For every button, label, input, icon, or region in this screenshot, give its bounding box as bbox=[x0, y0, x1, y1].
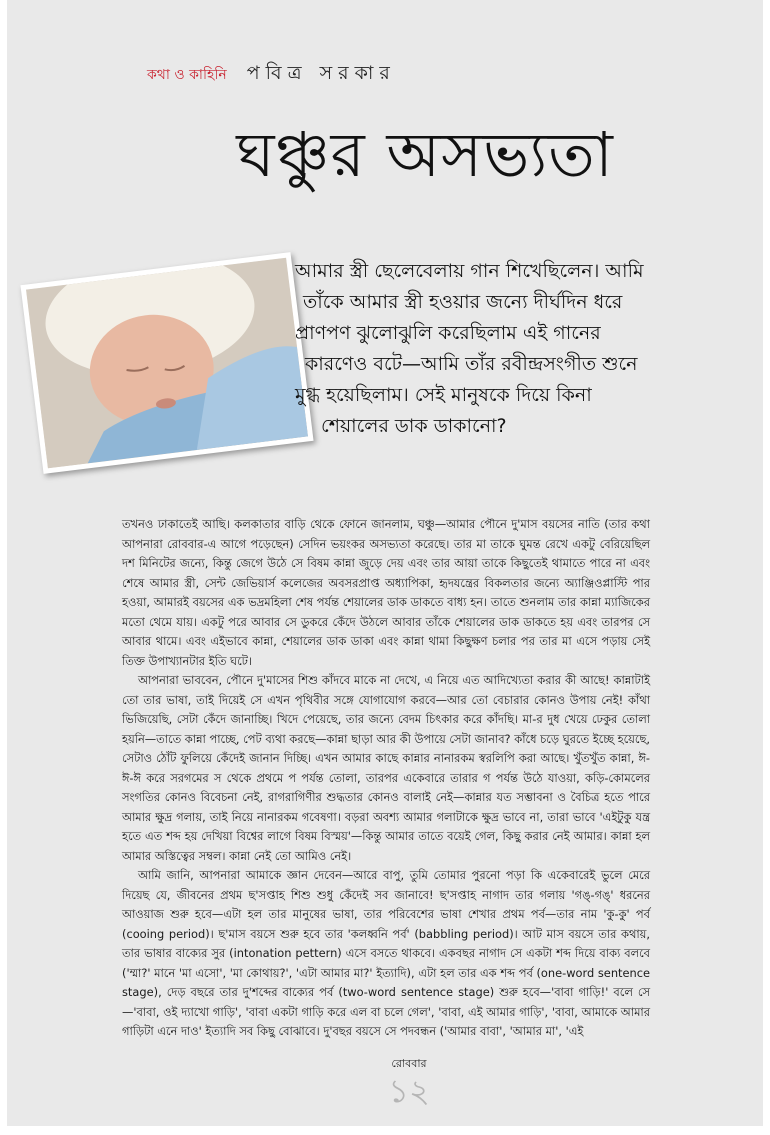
pull-quote bbox=[295, 256, 705, 442]
body-paragraph: আপনারা ভাববেন, পৌনে দু'মাসের শিশু কাঁদবে মাকে না দেখে, এ নিয়ে এত আদিখ্যেতা করার কী আছে! কান্নাটাই তো তার ভাষা, তাই দিয়েই সে এখন পৃথিবীর সঙ্গে যোগাযোগ করবে—আর তো বেচারার কোনও উপায় নেই! কাঁথা ভিজিয়েছি, সেটা কেঁদে জানাচ্ছি। খিদে পেয়েছে, তার জন্যে বেদম চিৎকার করে কাঁদছি। মা-র দুধ খেয়ে ঢেকুর তোলা হয়নি—তাতে কান্না পাচ্ছে, পেট ব্যথা করছে—কান্না ছাড়া আর কী উপায়ে সেটা জানাব? কাঁধে চড়ে ঘুরতে ইচ্ছে হয়েছে, সেটাও ঠোঁট ফুলিয়ে কেঁদেই জানান দিচ্ছি। এখন আমার কাছে কান্নার নানারকম স্বরলিপি করা আছে। খুঁতখুঁত কান্না, ঈ-ঈ-ঈ করে সরগমের স থেকে প্রথমে প পর্যন্ত তোলা, তারপর একেবারে তারার গ পর্যন্ত উঠে যাওয়া, কড়ি-কোমলের সংগতির কোনও বিবেচনা নেই, রাগরাগিণীর শুদ্ধতার কোনও বালাই নেই—কান্নার যত সম্ভাবনা ও বৈচিত্র হতে পারে আমার ক্ষুদ্র গলায়, তাই নিয়ে নানারকম গবেষণা। বড়রা অবশ্য আমার গলাটাকে ক্ষুদ্র ভাবে না, তারা ভাবে 'এইটুকু যন্ত্র হতে এত শব্দ হয় দেখিয়া বিশ্বের লাগে বিষম বিস্ময়'—কিন্তু আমার তাতে বয়েই গেল, কিছু করার নেই আমার। কান্না হল আমার অস্তিত্বের সম্বল। কান্না নেই তো আমিও নেই। bbox=[122, 673, 650, 863]
pull-quote-line: মুগ্ধ হয়েছিলাম। সেই মানুষকে দিয়ে কিনা bbox=[295, 384, 592, 406]
baby-photo bbox=[20, 252, 313, 474]
pull-quote-line: তাঁকে আমার স্ত্রী হওয়ার জন্যে দীর্ঘদিন ধরে bbox=[303, 291, 623, 313]
section-label: কথা ও কাহিনি bbox=[147, 67, 227, 83]
article-body bbox=[122, 515, 650, 1042]
page-number: ১২ bbox=[388, 1072, 430, 1110]
baby-photo-image bbox=[26, 258, 308, 469]
pull-quote-line: কারণেও বটে—আমি তাঁর রবীন্দ্রসংগীত শুনে bbox=[305, 353, 638, 375]
pull-quote-line: প্রাণপণ ঝুলোঝুলি করেছিলাম এই গানের bbox=[295, 322, 601, 344]
article-title: ঘঞ্চুর অসভ্যতা bbox=[236, 118, 614, 191]
pull-quote-line: শেয়ালের ডাক ডাকানো? bbox=[321, 415, 507, 437]
body-paragraph: তখনও ঢাকাতেই আছি। কলকাতার বাড়ি থেকে ফোনে জানলাম, ঘঞ্চু—আমার পৌনে দু'মাস বয়সের নাতি (তার কথা আপনারা রোববার-এ আগে পড়েছেন) সেদিন ভয়ংকর অসভ্যতা করেছে। তার মা তাকে ঘুমন্ত রেখে একটু বেরিয়েছিল দশ মিনিটের জন্যে, কিন্তু জেগে উঠে সে বিষম কান্না জুড়ে দেয় এবং তার আয়া তাকে কিছুতেই থামাতে পারে না এবং শেষে আমার স্ত্রী, সেন্ট জেভিয়ার্স কলেজের অবসরপ্রাপ্ত অধ্যাপিকা, হৃদযন্ত্রের বিকলতার জন্যে অ্যাঞ্জিওপ্লাস্টি পার হওয়া, আমারই বয়সের এক ভদ্রমহিলা শেষ পর্যন্ত শেয়ালের ডাক ডাকতে বাধ্য হন। তাতে শুনলাম তার কান্না ম্যাজিকের মতো থেমে যায়। একটু পরে আবার সে ডুকরে কেঁদে উঠলে আবার তাঁকে শেয়ালের ডাক ডাকতে হয় এবং তারপর সে আবার থামে। এবং এইভাবে কান্না, শেয়ালের ডাক ডাকা এবং কান্না থামা কিছুক্ষণ চলার পর তার মা এসে পড়ায় সেই তিক্ত উপাখ্যানটার ইতি ঘটে। bbox=[122, 517, 650, 668]
magazine-name: রোববার bbox=[391, 1057, 427, 1070]
magazine-page bbox=[7, 0, 763, 1126]
author-name: পবিত্র সরকার bbox=[246, 62, 396, 84]
page-footer bbox=[369, 1055, 449, 1108]
pull-quote-line: আমার স্ত্রী ছেলেবেলায় গান শিখেছিলেন। আমি bbox=[295, 260, 644, 282]
header-kicker bbox=[147, 59, 396, 91]
body-paragraph: আমি জানি, আপনারা আমাকে জ্ঞান দেবেন—আরে বাপু, তুমি তোমার পুরনো পড়া কি একেবারেই ভুলে মেরে দিয়েছ যে, জীবনের প্রথম ছ'সপ্তাহ শিশু শুধু কেঁদেই সব জানাবে! ছ'সপ্তাহ নাগাদ তার গলায় 'গঙ্-গঙ্' ধরনের আওয়াজ শুরু হবে—এটা হল তার মানুষের ভাষা, তার পরিবেশের ভাষা শেখার প্রথম পর্ব—তার নাম 'কু-কু' পর্ব (cooing period)। ছ'মাস বয়সে শুরু হবে তার 'কলধ্বনি পর্ব' (babbling period)। আট মাস বয়সে তার কথায়, তার ভাষার বাক্যের সুর (intonation pettern) এসে বসতে থাকবে। একবছর নাগাদ সে একটা শব্দ দিয়ে বাক্য বলবে ('ম্মা?' মানে 'মা এসো', 'মা কোথায়?', 'এটা আমার মা?' ইত্যাদি), এটা হল তার এক শব্দ পর্ব (one-word sentence stage), দেড় বছরে তার দু'শব্দের বাক্যের পর্ব (two-word sentence stage) শুরু হবে—'বাবা গাড়ি!' বলে সে—'বাবা, ওই দ্যাখো গাড়ি', 'বাবা একটা গাড়ি করে এল বা চলে গেল', 'বাবা, এই আমার গাড়ি', 'বাবা, আমাকে আমার গাড়িটা এনে দাও' ইত্যাদি সব কিছু বোঝাবে। দু'বছর বয়সে সে পদবন্ধন ('আমার বাবা', 'আমার মা', 'এই bbox=[122, 868, 650, 1038]
